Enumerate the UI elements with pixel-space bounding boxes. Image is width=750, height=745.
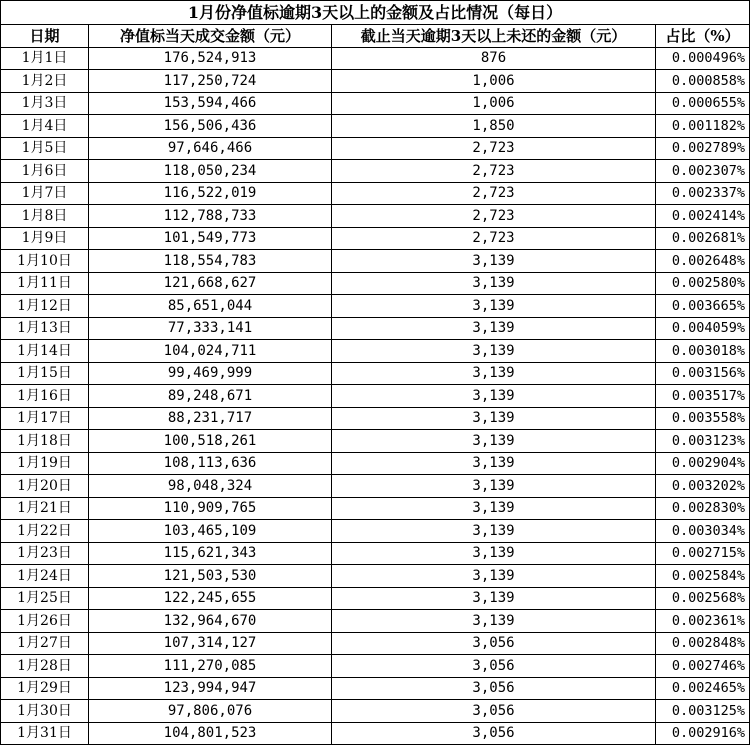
overdue-cell: 876: [332, 47, 656, 70]
volume-cell: 103,465,109: [89, 520, 332, 543]
table-row: [1, 47, 750, 70]
header-row: [1, 25, 750, 48]
table-row: [1, 115, 750, 138]
date-cell: 1月7日: [1, 182, 89, 205]
volume-cell: 101,549,773: [89, 227, 332, 250]
overdue-cell: 3,139: [332, 362, 656, 385]
overdue-cell: 3,139: [332, 497, 656, 520]
date-cell: 1月1日: [1, 47, 89, 70]
ratio-cell: 0.003517%: [656, 385, 750, 408]
overdue-cell: 3,139: [332, 542, 656, 565]
ratio-cell: 0.002307%: [656, 160, 750, 183]
volume-cell: 156,506,436: [89, 115, 332, 138]
header-ratio: 占比（%）: [656, 25, 750, 48]
overdue-cell: 1,850: [332, 115, 656, 138]
ratio-cell: 0.000655%: [656, 92, 750, 115]
table-row: [1, 295, 750, 318]
date-cell: 1月8日: [1, 205, 89, 228]
table-row: [1, 182, 750, 205]
table-row: [1, 227, 750, 250]
overdue-cell: 3,139: [332, 430, 656, 453]
date-cell: 1月4日: [1, 115, 89, 138]
table-row: [1, 655, 750, 678]
overdue-cell: 3,139: [332, 587, 656, 610]
volume-cell: 153,594,466: [89, 92, 332, 115]
volume-cell: 122,245,655: [89, 587, 332, 610]
overdue-cell: 3,139: [332, 565, 656, 588]
ratio-cell: 0.002648%: [656, 250, 750, 273]
ratio-cell: 0.000496%: [656, 47, 750, 70]
date-cell: 1月22日: [1, 520, 89, 543]
overdue-cell: 3,139: [332, 317, 656, 340]
overdue-cell: 3,139: [332, 520, 656, 543]
ratio-cell: 0.002746%: [656, 655, 750, 678]
ratio-cell: 0.002414%: [656, 205, 750, 228]
overdue-cell: 3,139: [332, 250, 656, 273]
table-row: [1, 205, 750, 228]
volume-cell: 98,048,324: [89, 475, 332, 498]
ratio-cell: 0.003123%: [656, 430, 750, 453]
overdue-cell: 3,139: [332, 272, 656, 295]
overdue-cell: 3,056: [332, 655, 656, 678]
ratio-cell: 0.002584%: [656, 565, 750, 588]
overdue-cell: 3,139: [332, 475, 656, 498]
table-row: [1, 722, 750, 745]
ratio-cell: 0.004059%: [656, 317, 750, 340]
title-row: [1, 1, 750, 25]
ratio-cell: 0.002681%: [656, 227, 750, 250]
volume-cell: 115,621,343: [89, 542, 332, 565]
table-row: [1, 430, 750, 453]
table-row: [1, 340, 750, 363]
ratio-cell: 0.002465%: [656, 677, 750, 700]
date-cell: 1月24日: [1, 565, 89, 588]
date-cell: 1月28日: [1, 655, 89, 678]
table-row: [1, 407, 750, 430]
ratio-cell: 0.002715%: [656, 542, 750, 565]
ratio-cell: 0.002848%: [656, 632, 750, 655]
header-date: 日期: [1, 25, 89, 48]
table-row: [1, 92, 750, 115]
volume-cell: 116,522,019: [89, 182, 332, 205]
table-row: [1, 272, 750, 295]
ratio-cell: 0.002916%: [656, 722, 750, 745]
date-cell: 1月27日: [1, 632, 89, 655]
date-cell: 1月13日: [1, 317, 89, 340]
volume-cell: 99,469,999: [89, 362, 332, 385]
table-row: [1, 160, 750, 183]
table-row: [1, 362, 750, 385]
volume-cell: 107,314,127: [89, 632, 332, 655]
date-cell: 1月12日: [1, 295, 89, 318]
table-row: [1, 497, 750, 520]
volume-cell: 97,806,076: [89, 700, 332, 723]
table-row: [1, 587, 750, 610]
date-cell: 1月11日: [1, 272, 89, 295]
overdue-cell: 2,723: [332, 160, 656, 183]
table-row: [1, 542, 750, 565]
overdue-cell: 3,139: [332, 385, 656, 408]
volume-cell: 112,788,733: [89, 205, 332, 228]
date-cell: 1月6日: [1, 160, 89, 183]
date-cell: 1月26日: [1, 610, 89, 633]
overdue-cell: 3,139: [332, 295, 656, 318]
date-cell: 1月31日: [1, 722, 89, 745]
date-cell: 1月3日: [1, 92, 89, 115]
volume-cell: 97,646,466: [89, 137, 332, 160]
table-row: [1, 452, 750, 475]
table-row: [1, 632, 750, 655]
volume-cell: 121,503,530: [89, 565, 332, 588]
volume-cell: 132,964,670: [89, 610, 332, 633]
date-cell: 1月25日: [1, 587, 89, 610]
table-row: [1, 250, 750, 273]
date-cell: 1月29日: [1, 677, 89, 700]
overdue-cell: 3,056: [332, 722, 656, 745]
ratio-cell: 0.000858%: [656, 70, 750, 93]
table-row: [1, 317, 750, 340]
date-cell: 1月15日: [1, 362, 89, 385]
table-row: [1, 520, 750, 543]
date-cell: 1月14日: [1, 340, 89, 363]
overdue-cell: 3,139: [332, 610, 656, 633]
ratio-cell: 0.002580%: [656, 272, 750, 295]
overdue-cell: 3,056: [332, 677, 656, 700]
ratio-cell: 0.002904%: [656, 452, 750, 475]
ratio-cell: 0.003034%: [656, 520, 750, 543]
header-overdue: 截止当天逾期3天以上未还的金额（元）: [332, 25, 656, 48]
ratio-cell: 0.002830%: [656, 497, 750, 520]
volume-cell: 104,024,711: [89, 340, 332, 363]
table-row: [1, 475, 750, 498]
date-cell: 1月5日: [1, 137, 89, 160]
overdue-cell: 1,006: [332, 92, 656, 115]
volume-cell: 104,801,523: [89, 722, 332, 745]
ratio-cell: 0.003558%: [656, 407, 750, 430]
table-row: [1, 385, 750, 408]
ratio-cell: 0.003665%: [656, 295, 750, 318]
table-row: [1, 70, 750, 93]
overdue-cell: 3,139: [332, 452, 656, 475]
date-cell: 1月20日: [1, 475, 89, 498]
ratio-cell: 0.002337%: [656, 182, 750, 205]
volume-cell: 110,909,765: [89, 497, 332, 520]
date-cell: 1月17日: [1, 407, 89, 430]
volume-cell: 176,524,913: [89, 47, 332, 70]
overdue-cell: 3,056: [332, 632, 656, 655]
overdue-cell: 1,006: [332, 70, 656, 93]
date-cell: 1月2日: [1, 70, 89, 93]
volume-cell: 123,994,947: [89, 677, 332, 700]
table-body: [1, 47, 750, 745]
volume-cell: 111,270,085: [89, 655, 332, 678]
table-row: [1, 700, 750, 723]
date-cell: 1月18日: [1, 430, 89, 453]
overdue-cell: 2,723: [332, 205, 656, 228]
volume-cell: 108,113,636: [89, 452, 332, 475]
volume-cell: 118,554,783: [89, 250, 332, 273]
table-row: [1, 677, 750, 700]
overdue-cell: 2,723: [332, 227, 656, 250]
overdue-cell: 2,723: [332, 137, 656, 160]
date-cell: 1月10日: [1, 250, 89, 273]
ratio-cell: 0.001182%: [656, 115, 750, 138]
table-row: [1, 137, 750, 160]
date-cell: 1月16日: [1, 385, 89, 408]
ratio-cell: 0.003202%: [656, 475, 750, 498]
overdue-cell: 3,056: [332, 700, 656, 723]
volume-cell: 118,050,234: [89, 160, 332, 183]
ratio-cell: 0.002361%: [656, 610, 750, 633]
volume-cell: 89,248,671: [89, 385, 332, 408]
table-row: [1, 610, 750, 633]
table-row: [1, 565, 750, 588]
header-volume: 净值标当天成交金额（元）: [89, 25, 332, 48]
date-cell: 1月9日: [1, 227, 89, 250]
volume-cell: 121,668,627: [89, 272, 332, 295]
overdue-cell: 2,723: [332, 182, 656, 205]
overdue-cell: 3,139: [332, 340, 656, 363]
volume-cell: 88,231,717: [89, 407, 332, 430]
date-cell: 1月23日: [1, 542, 89, 565]
ratio-cell: 0.003156%: [656, 362, 750, 385]
ratio-cell: 0.003125%: [656, 700, 750, 723]
date-cell: 1月19日: [1, 452, 89, 475]
ratio-cell: 0.002789%: [656, 137, 750, 160]
overdue-cell: 3,139: [332, 407, 656, 430]
date-cell: 1月30日: [1, 700, 89, 723]
volume-cell: 85,651,044: [89, 295, 332, 318]
ratio-cell: 0.002568%: [656, 587, 750, 610]
volume-cell: 117,250,724: [89, 70, 332, 93]
date-cell: 1月21日: [1, 497, 89, 520]
volume-cell: 100,518,261: [89, 430, 332, 453]
ratio-cell: 0.003018%: [656, 340, 750, 363]
table-title: 1月份净值标逾期3天以上的金额及占比情况（每日）: [1, 1, 750, 25]
volume-cell: 77,333,141: [89, 317, 332, 340]
